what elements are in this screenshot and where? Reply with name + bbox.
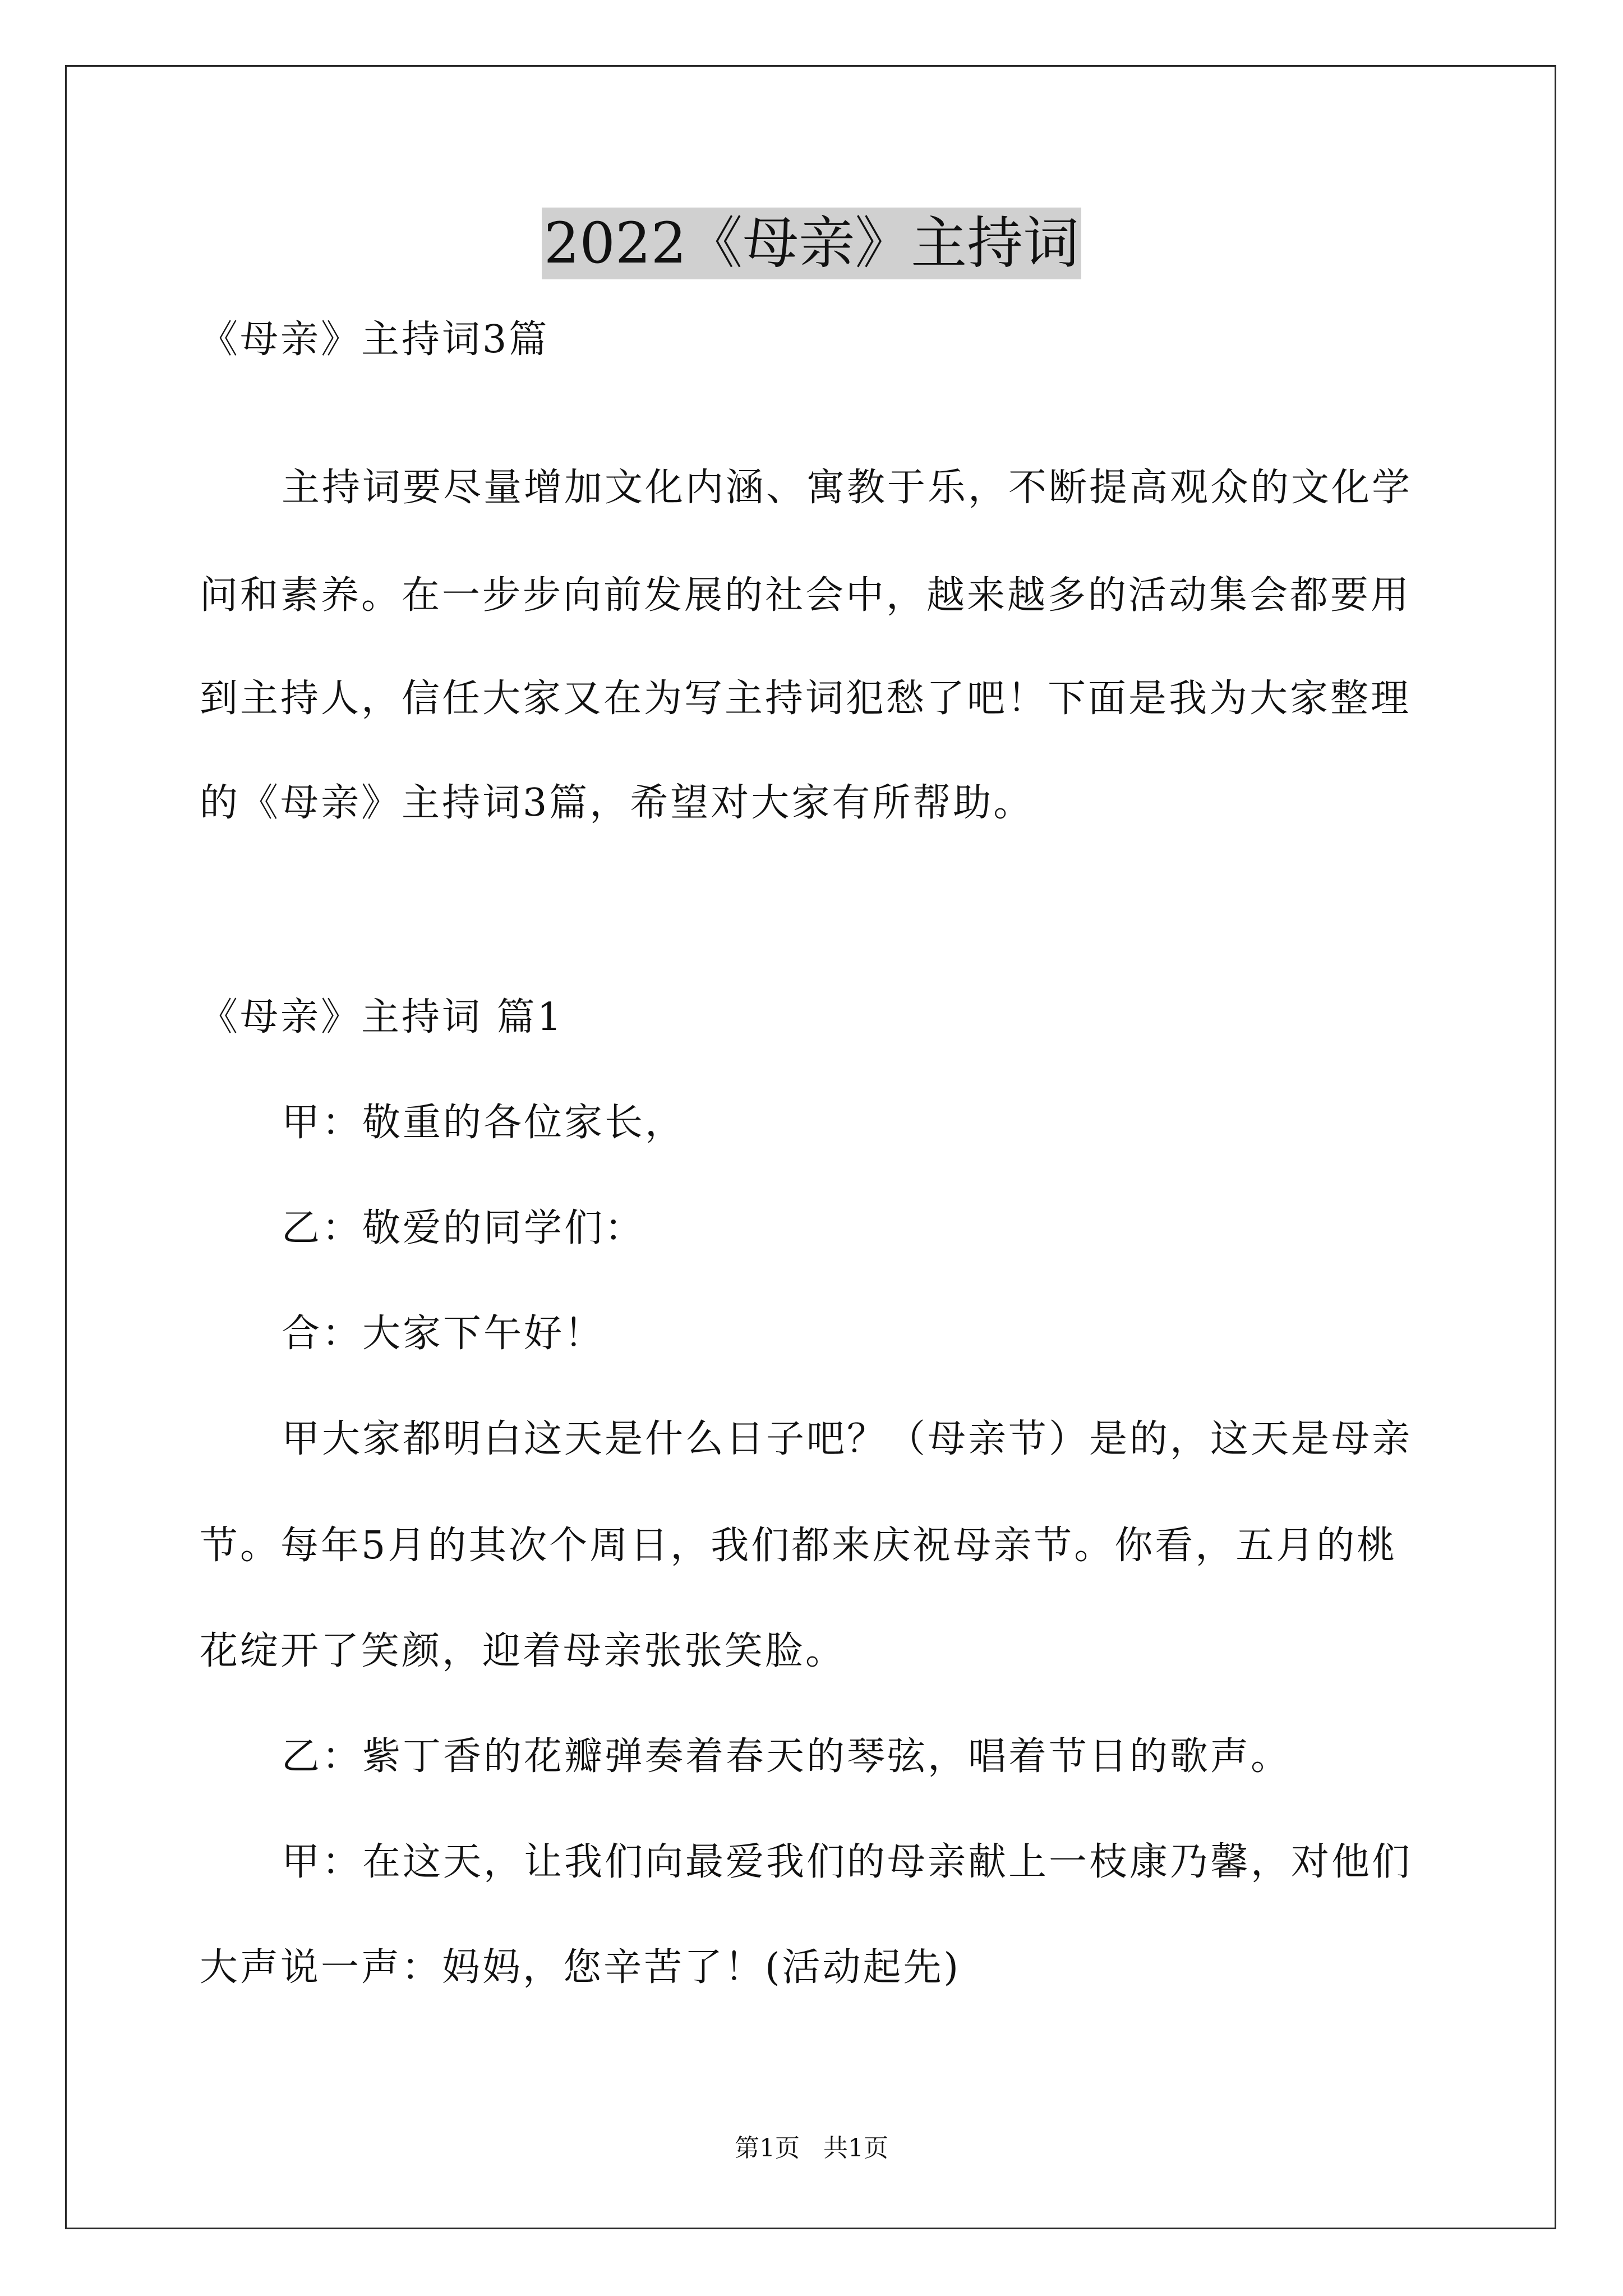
document-title: 2022《母亲》主持词 [542, 208, 1082, 279]
intro-line-2: 问和素养。在一步步向前发展的社会中，越来越多的活动集会都要用 [200, 573, 1412, 618]
page-footer: 第1页 共1页 [735, 2134, 888, 2162]
body-line-1: 甲：敬重的各位家长， [282, 1101, 686, 1145]
body-line-9: 大声说一声：妈妈，您辛苦了！(活动起先) [200, 1945, 961, 1990]
body-line-6: 花绽开了笑颜，迎着母亲张张笑脸。 [200, 1629, 846, 1673]
title-container [0, 208, 1623, 279]
intro-line-1: 主持词要尽量增加文化内涵、寓教于乐，不断提高观众的文化学 [282, 466, 1413, 510]
intro-line-3: 到主持人，信任大家又在为写主持词犯愁了吧！下面是我为大家整理 [200, 677, 1412, 721]
page-border [65, 65, 1556, 2229]
body-line-5: 节。每年5月的其次个周日，我们都来庆祝母亲节。你看，五月的桃 [200, 1524, 1398, 1568]
section-heading: 《母亲》主持词 篇1 [200, 995, 564, 1039]
body-line-7: 乙：紫丁香的花瓣弹奏着春天的琴弦，唱着节日的歌声。 [282, 1734, 1292, 1779]
subtitle: 《母亲》主持词3篇 [200, 318, 550, 362]
body-line-3: 合：大家下午好！ [282, 1312, 605, 1356]
body-line-8: 甲：在这天，让我们向最爱我们的母亲献上一枝康乃馨，对他们 [282, 1840, 1413, 1884]
body-line-2: 乙：敬爱的同学们： [282, 1206, 645, 1250]
body-line-4: 甲大家都明白这天是什么日子吧？（母亲节）是的，这天是母亲 [282, 1417, 1413, 1461]
intro-line-4: 的《母亲》主持词3篇，希望对大家有所帮助。 [200, 781, 1034, 825]
